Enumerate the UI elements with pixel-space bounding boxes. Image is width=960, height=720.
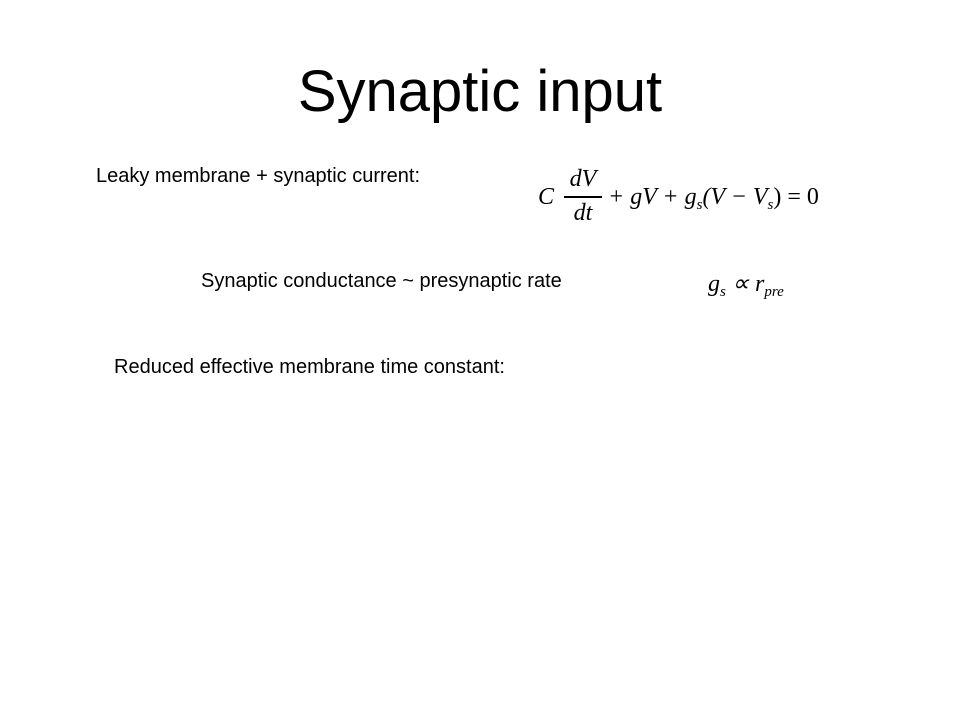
eq-denominator: dt bbox=[573, 200, 593, 226]
eq-numerator: dV bbox=[569, 166, 597, 192]
eq-sub-s2: s bbox=[767, 197, 774, 213]
synaptic-conductance-text: Synaptic conductance ~ presynaptic rate bbox=[201, 270, 562, 292]
eq2-sub-pre: pre bbox=[764, 284, 784, 300]
eq-leak-term: + gV + g bbox=[608, 184, 697, 210]
eq2-prop: ∝ r bbox=[725, 271, 765, 297]
eq-paren: (V − V bbox=[702, 184, 768, 210]
eq-capacitance: C bbox=[538, 184, 555, 210]
conductance-equation bbox=[708, 269, 784, 301]
eq2-g: g bbox=[708, 271, 720, 297]
leaky-membrane-text: Leaky membrane + synaptic current: bbox=[96, 165, 421, 187]
eq-sub-s: s bbox=[696, 197, 703, 213]
slide-title: Synaptic input bbox=[297, 59, 663, 124]
fraction-bar bbox=[564, 196, 602, 198]
time-constant-text: Reduced effective membrane time constant: bbox=[114, 356, 505, 378]
eq2-sub-s: s bbox=[720, 284, 726, 300]
eq-end: ) = 0 bbox=[773, 184, 819, 210]
